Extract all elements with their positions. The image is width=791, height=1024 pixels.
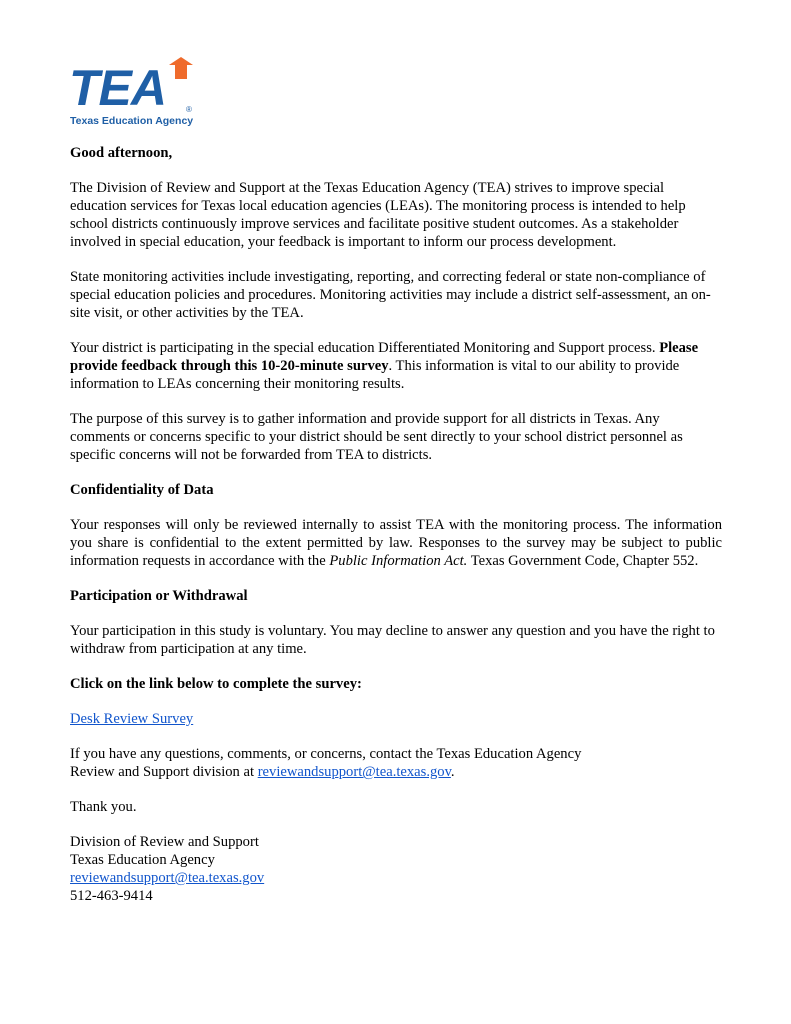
confidentiality-text: Your responses will only be reviewed internally to assist TEA with the monitoring process. The information you share is confidential to the extent permitted by law. Responses to the survey may be subject to public information requests in accordance with the <box>70 517 722 569</box>
logo-subtitle: Texas Education Agency <box>70 115 194 127</box>
contact-paragraph <box>70 745 722 781</box>
greeting: Good afternoon, <box>70 145 173 161</box>
monitoring-activities-paragraph: State monitoring activities include investigating, reporting, and correcting federal or state non-compliance of special education policies and procedures. Monitoring activities may include a district self-assessment, an on-site visit, or other activities by the TEA. <box>70 269 711 321</box>
confidentiality-text-end: Texas Government Code, Chapter 552. <box>467 553 699 569</box>
purpose-paragraph: The purpose of this survey is to gather information and provide support for all districts in Texas. Any comments or concerns specific to your district should be sent directly to your school district personnel as specific concerns will not be forwarded from TEA to districts. <box>70 411 683 463</box>
survey-request-paragraph <box>70 339 722 393</box>
star-icon <box>163 57 199 87</box>
tea-logo <box>69 62 199 130</box>
public-information-act: Public Information Act. <box>329 553 468 569</box>
survey-request-emphasis: Please provide feedback through this 10-20-minute survey <box>70 340 699 374</box>
signature-phone: 512-463-9414 <box>70 888 153 904</box>
desk-review-survey-link[interactable]: Desk Review Survey <box>70 711 194 727</box>
logo-wordmark: TEA <box>69 60 166 116</box>
registered-mark: ® <box>186 105 192 114</box>
contact-line-2-suffix: . <box>450 764 455 780</box>
confidentiality-heading: Confidentiality of Data <box>70 482 214 498</box>
confidentiality-paragraph <box>70 516 722 570</box>
survey-cta: Click on the link below to complete the survey: <box>70 676 362 692</box>
intro-paragraph: The Division of Review and Support at the Texas Education Agency (TEA) strives to improve special education services for Texas local education agencies (LEAs). The monitoring process is intended to help school districts continuously improve services and facilitate positive student outcomes. As a stakeholder involved in special education, your feedback is important to inform our process development. <box>70 180 686 250</box>
contact-line-2-prefix: Review and Support division at <box>70 764 258 780</box>
signature-division: Division of Review and Support <box>70 834 259 850</box>
thank-you: Thank you. <box>70 799 137 815</box>
signature-email-link[interactable]: reviewandsupport@tea.texas.gov <box>70 870 265 886</box>
letter-body <box>70 144 722 922</box>
contact-line-1: If you have any questions, comments, or concerns, contact the Texas Education Agency <box>70 746 582 762</box>
survey-request-text-end: . This information is vital to our ability to provide information to LEAs concerning their monitoring results. <box>70 358 680 392</box>
survey-request-text: Your district is participating in the special education Differentiated Monitoring and Support process. <box>70 340 660 356</box>
signature-agency: Texas Education Agency <box>70 852 215 868</box>
contact-email-link[interactable]: reviewandsupport@tea.texas.gov <box>257 764 451 780</box>
participation-paragraph: Your participation in this study is voluntary. You may decline to answer any question and you have the right to withdraw from participation at any time. <box>70 623 715 657</box>
survey-link-paragraph <box>70 710 722 728</box>
signature-block <box>70 833 722 905</box>
participation-heading: Participation or Withdrawal <box>70 588 248 604</box>
